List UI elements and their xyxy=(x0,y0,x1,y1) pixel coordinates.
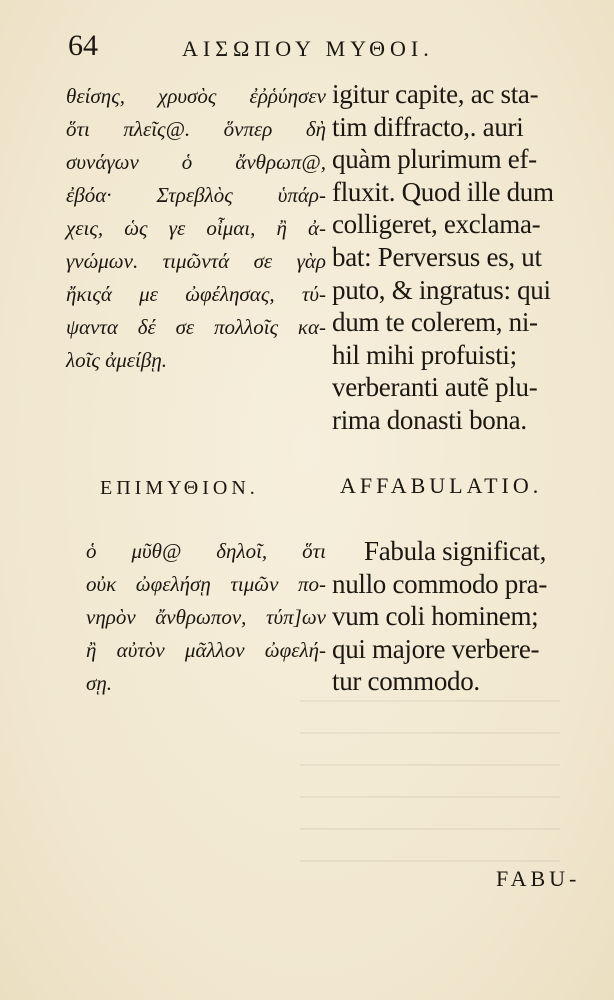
greek-moral-text xyxy=(86,535,326,700)
greek-moral-heading: ΕΠΙΜΥΘΙΟΝ. xyxy=(100,477,259,499)
text-line: puto, & ingratus: qui xyxy=(332,274,551,305)
text-line: hil mihi profuisti; xyxy=(332,339,517,370)
catchword: FABU- xyxy=(496,866,581,891)
text-line: σῃ. xyxy=(86,671,113,695)
text-line: ἤκιςά με ὠφέλησας, τύ- xyxy=(66,282,326,306)
latin-moral-text xyxy=(332,535,602,698)
text-line: verberanti autẽ plu- xyxy=(332,372,538,403)
show-through-texture xyxy=(300,700,560,880)
text-line: quàm plurimum ef- xyxy=(332,144,537,175)
text-line: qui majore verbere- xyxy=(332,633,540,664)
text-line: ὁ μῦθ@ δηλοῖ, ὅτι xyxy=(86,539,326,563)
text-line: colligeret, exclama- xyxy=(332,209,541,240)
latin-moral-heading: AFFABULATIO. xyxy=(340,473,543,498)
text-line: nullo commodo pra- xyxy=(332,568,548,599)
text-line: χεις, ὡς γε οἶμαι, ἢ ἀ- xyxy=(66,216,326,240)
text-line: γνώμων. τιμῶντά σε γὰρ xyxy=(66,249,326,273)
page-number: 64 xyxy=(68,29,98,62)
running-head: ΑΙΣΩΠΟΥ ΜΥΘΟΙ. xyxy=(182,36,434,61)
latin-fable-text xyxy=(332,78,602,437)
text-line: rima donasti bona. xyxy=(332,404,527,435)
text-line: igitur capite, ac sta- xyxy=(332,79,539,109)
text-line: Fabula significat, xyxy=(364,536,547,566)
text-line: vum coli hominem; xyxy=(332,601,539,632)
greek-fable-text xyxy=(66,80,326,377)
text-line: fluxit. Quod ille dum xyxy=(332,176,554,207)
text-line: ἢ αὐτὸν μᾶλλον ὠφελή- xyxy=(86,638,326,662)
text-line: νηρὸν ἄνθρωπον, τύπ]ων xyxy=(86,605,326,629)
text-line: λοῖς ἀμείβῃ. xyxy=(66,348,168,372)
text-line: dum te colerem, ni- xyxy=(332,307,538,338)
text-line: tur commodo. xyxy=(332,666,480,697)
text-line: θείσης, χρυσὸς ἐῤῥύησεν xyxy=(66,84,326,108)
text-line: ὅτι πλεῖς@. ὅνπερ δὴ xyxy=(66,117,326,141)
text-line: ψαντα δέ σε πολλοῖς κα- xyxy=(66,315,326,339)
text-line: tim diffracto,. auri xyxy=(332,111,524,142)
text-line: συνάγων ὁ ἄνθρωπ@, xyxy=(66,150,326,174)
text-line: ἐβόα· Στρεβλὸς ὑπάρ- xyxy=(66,183,326,207)
text-line: οὐκ ὠφελήσῃ τιμῶν πο- xyxy=(86,572,326,596)
text-line: bat: Perversus es, ut xyxy=(332,241,542,272)
